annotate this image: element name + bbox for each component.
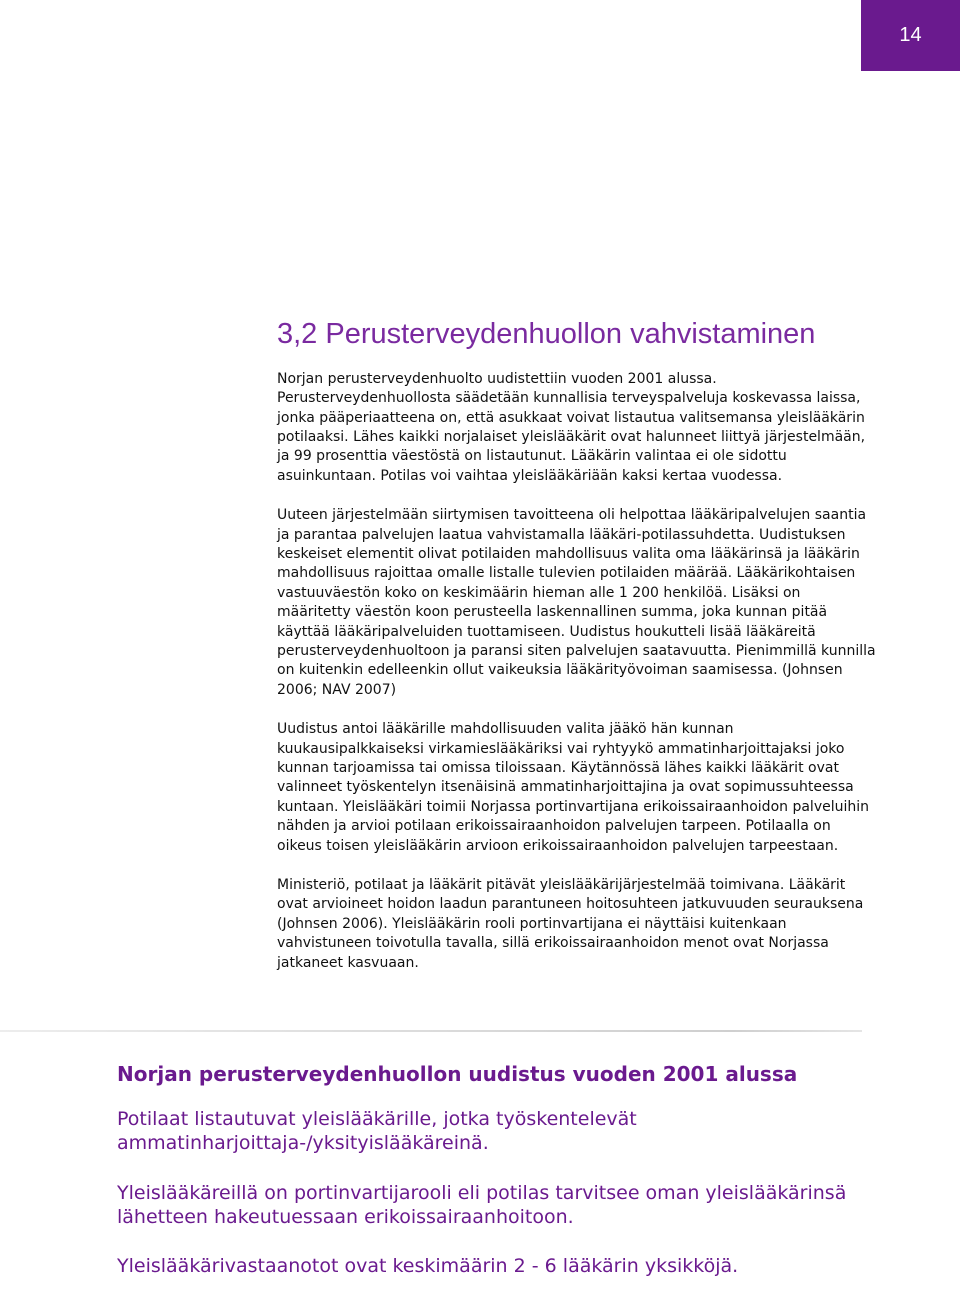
body-paragraph: Norjan perusterveydenhuolto uudistettiin vuoden 2001 alussa. Perusterveydenhuollosta säädetään kunnallisia terveyspalveluja koskevassa laissa, jonka pääperiaatteena on, että asukkaat voivat listautua valitsemansa yleislääkärin potilaaksi. Lähes kaikki norjalaiset yleislääkärit ovat halunneet liittyä järjestelmään, ja 99 prosenttia väestöstä on listautunut. Lääkärin valintaa ei ole sidottu asuinkuntaan. Potilas voi vaihtaa yleislääkäriään kaksi kertaa vuodessa. (277, 370, 866, 484)
summary-item: Yleislääkärivastaanotot ovat keskimäärin 2 - 6 lääkärin yksikköjä. (117, 1255, 739, 1278)
body-paragraph: Uudistus antoi lääkärille mahdollisuuden valita jääkö hän kunnan kuukausipalkkaiseksi virkamieslääkäriksi vai ryhtyykö ammatinharjoittajaksi joko kunnan tarjoamissa tai omissa tiloissaan. Käytännössä lähes kaikki lääkärit ovat valinneet työskentelyn itsenäisinä ammatinharjoittajina ja ovat sopimussuhteessa kuntaan. Yleislääkäri toimii Norjassa portinvartijana erikoissairaanhoidon palveluihin nähden ja arvioi potilaan erikoissairaanhoidon palvelujen tarpeen. Potilaalla on oikeus toisen yleislääkärin arvioon erikoissairaanhoidon palvelujen tarpeestaan. (277, 721, 869, 854)
body-paragraph: Uuteen järjestelmään siirtymisen tavoitteena oli helpottaa lääkäripalvelujen saantia ja parantaa palvelujen laatua vahvistamalla lääkäri-potilassuhdetta. Uudistuksen keskeiset elementit olivat potilaiden mahdollisuus valita oma lääkärinsä ja lääkärin mahdollisuus rajoittaa omalle listalle tulevien potilaiden määrää. Lääkärikohtaisen vastuuväestön koko on keskimäärin hieman alle 1 200 henkilöä. Lisäksi on määritetty väestön koon perusteella laskennallinen summa, joka kunnan pitää käyttää lääkäripalveluiden tuottamiseen. Uudistus houkutteli lisää lääkäreitä perusterveydenhuoltoon ja paransi siten palvelujen saatavuutta. Pienimmillä kunnilla on kuitenkin edelleenkin ollut vaikeuksia lääkärityövoiman saamisessa. (Johnsen 2006; NAV 2007) (277, 507, 876, 698)
summary-box (117, 1060, 897, 1304)
body-paragraph: Ministeriö, potilaat ja lääkärit pitävät yleislääkärijärjestelmää toimivana. Lääkärit ovat arvioineet hoidon laadun parantuneen hoitosuhteen jatkuvuuden seurauksena (Johnsen 2006). Yleislääkärin rooli portinvartijana ei näyttäisi kuitenkaan vahvistuneen toivotulla tavalla, sillä erikoissairaanhoidon menot ovat Norjassa jatkaneet kasvuaan. (277, 877, 864, 971)
summary-item: Yleislääkäreillä on portinvartijarooli eli potilas tarvitsee oman yleislääkärinsä lähetteen hakeutuessaan erikoissairaanhoitoon. (117, 1181, 847, 1228)
section-divider (0, 1030, 862, 1032)
summary-title: Norjan perusterveydenhuollon uudistus vuoden 2001 alussa (117, 1062, 798, 1086)
section-title: 3,2 Perusterveydenhuollon vahvistaminen (277, 318, 816, 350)
page-number-badge (861, 0, 960, 71)
summary-item: Potilaat listautuvat yleislääkärille, jotka työskentelevät ammatinharjoittaja-/yksityislääkäreinä. (117, 1108, 637, 1155)
page-number: 14 (899, 24, 922, 46)
main-content (277, 316, 877, 993)
